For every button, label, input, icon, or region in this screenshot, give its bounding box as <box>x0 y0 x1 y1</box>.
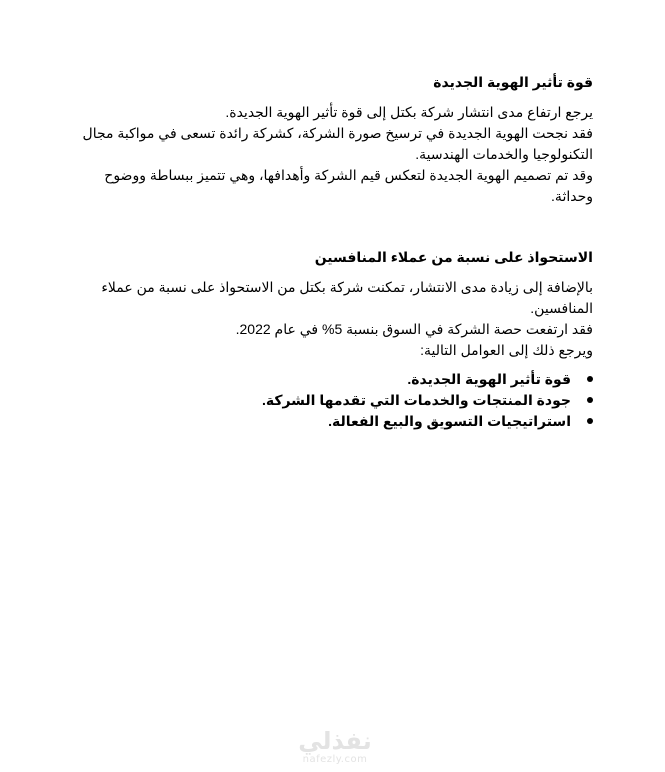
factors-list <box>63 369 593 432</box>
watermark-logo: نفذلي <box>298 727 372 755</box>
section-1-paragraph-2: فقد نجحت الهوية الجديدة في ترسيخ صورة الشركة، كشركة رائدة تسعى في مواكبة مجال التكنولوجيا والخدمات الهندسية. <box>82 125 593 162</box>
section-1-paragraph-3: وقد تم تصميم الهوية الجديدة لتعكس قيم الشركة وأهدافها، وهي تتميز ببساطة ووضوح وحداثة. <box>104 167 593 204</box>
watermark-url: nafezly.com <box>302 754 368 765</box>
section-2-paragraph-2: فقد ارتفعت حصة الشركة في السوق بنسبة 5% في عام 2022. <box>235 321 593 337</box>
section-spacer <box>63 207 593 247</box>
bullet-icon <box>587 397 593 403</box>
list-item-text: استراتيجيات التسويق والبيع الفعالة. <box>328 413 571 429</box>
bullet-icon <box>587 418 593 424</box>
list-item-text: قوة تأثير الهوية الجديدة. <box>407 371 571 387</box>
watermark <box>290 728 380 766</box>
section-2-heading: الاستحواذ على نسبة من عملاء المنافسين <box>314 249 593 265</box>
list-item-text: جودة المنتجات والخدمات التي تقدمها الشركة. <box>261 392 571 408</box>
section-1-heading: قوة تأثير الهوية الجديدة <box>433 74 593 90</box>
bullet-icon <box>587 376 593 382</box>
list-item <box>63 390 571 411</box>
list-item <box>63 369 571 390</box>
section-1-paragraph-1: يرجع ارتفاع مدى انتشار شركة بكتل إلى قوة تأثير الهوية الجديدة. <box>225 104 593 120</box>
section-2-paragraph-1: بالإضافة إلى زيادة مدى الانتشار، تمكنت شركة بكتل من الاستحواذ على نسبة من عملاء المنافسين. <box>101 279 593 316</box>
list-item <box>63 411 571 432</box>
document-content <box>63 72 593 432</box>
section-2-paragraph-3: ويرجع ذلك إلى العوامل التالية: <box>420 342 593 358</box>
